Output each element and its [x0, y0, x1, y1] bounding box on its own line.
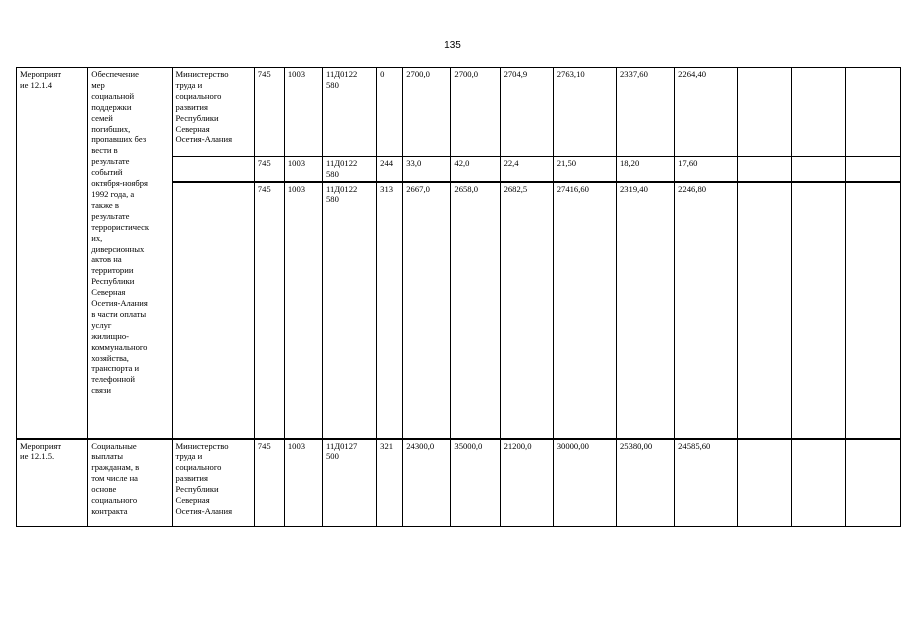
csr-cell: 11Д0122 580	[323, 182, 377, 439]
value-cell: 2319,40	[616, 182, 674, 439]
grbs-cell: 745	[254, 182, 284, 439]
rzpr-cell: 1003	[284, 157, 322, 182]
empty-cell	[791, 157, 845, 182]
value-cell: 2700,0	[403, 68, 451, 157]
executor-cell: Министерство труда и социального развития Республики Северная Осетия-Алания	[172, 439, 254, 527]
csr-cell: 11Д0122 580	[323, 68, 377, 157]
vr-cell: 244	[377, 157, 403, 182]
vr-cell: 0	[377, 68, 403, 157]
value-cell: 2667,0	[403, 182, 451, 439]
value-cell: 21200,0	[500, 439, 553, 527]
rzpr-cell: 1003	[284, 68, 322, 157]
value-cell: 2246,80	[675, 182, 738, 439]
empty-cell	[791, 68, 845, 157]
description-cell: Социальные выплаты гражданам, в том числе на основе социального контракта	[88, 439, 172, 527]
value-cell: 2337,60	[616, 68, 674, 157]
value-cell: 2682,5	[500, 182, 553, 439]
value-cell: 25380,00	[616, 439, 674, 527]
value-cell: 33,0	[403, 157, 451, 182]
value-cell: 24300,0	[403, 439, 451, 527]
grbs-cell: 745	[254, 157, 284, 182]
executor-cell: Министерство труда и социального развития Республики Северная Осетия-Алания	[172, 68, 254, 157]
empty-cell	[845, 157, 900, 182]
value-cell: 18,20	[616, 157, 674, 182]
csr-cell: 11Д0127 500	[323, 439, 377, 527]
empty-cell	[738, 68, 791, 157]
page-number: 135	[444, 40, 461, 51]
value-cell: 2763,10	[553, 68, 616, 157]
description-cell: Обеспечение мер социальной поддержки семей погибших, пропавших без вести в результате событий октября-ноября 1992 года, а также в результате террористическ их, диверсионных актов на территории Республики Северная Осетия-Алания в части оплаты услуг жилищно- коммунального хозяйства, транспорта и телефонной связи	[88, 68, 172, 439]
rzpr-cell: 1003	[284, 439, 322, 527]
csr-cell: 11Д0122 580	[323, 157, 377, 182]
value-cell: 17,60	[675, 157, 738, 182]
empty-cell	[845, 182, 900, 439]
empty-cell	[791, 182, 845, 439]
grbs-cell: 745	[254, 68, 284, 157]
grbs-cell: 745	[254, 439, 284, 527]
value-cell: 42,0	[451, 157, 500, 182]
empty-cell	[791, 439, 845, 527]
empty-cell	[845, 439, 900, 527]
executor-cell	[172, 182, 254, 439]
empty-cell	[738, 182, 791, 439]
empty-cell	[738, 157, 791, 182]
budget-table	[16, 67, 901, 527]
executor-cell	[172, 157, 254, 182]
table-row	[17, 439, 901, 527]
empty-cell	[738, 439, 791, 527]
value-cell: 30000,00	[553, 439, 616, 527]
table-row	[17, 68, 901, 157]
measure-cell: Мероприят ие 12.1.4	[17, 68, 88, 439]
value-cell: 22,4	[500, 157, 553, 182]
value-cell: 2658,0	[451, 182, 500, 439]
value-cell: 2704,9	[500, 68, 553, 157]
value-cell: 2700,0	[451, 68, 500, 157]
measure-cell: Мероприят ие 12.1.5.	[17, 439, 88, 527]
rzpr-cell: 1003	[284, 182, 322, 439]
value-cell: 2264,40	[675, 68, 738, 157]
vr-cell: 313	[377, 182, 403, 439]
value-cell: 35000,0	[451, 439, 500, 527]
value-cell: 24585,60	[675, 439, 738, 527]
vr-cell: 321	[377, 439, 403, 527]
empty-cell	[845, 68, 900, 157]
value-cell: 21,50	[553, 157, 616, 182]
value-cell: 27416,60	[553, 182, 616, 439]
